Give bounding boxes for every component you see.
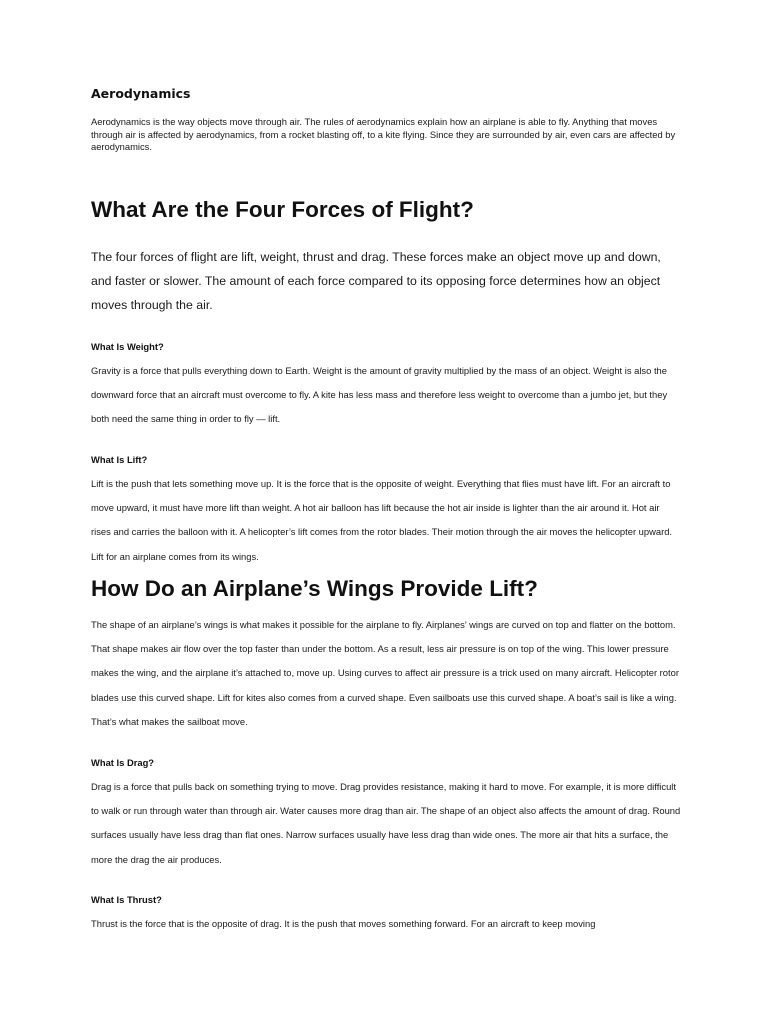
thrust-heading: What Is Thrust? <box>91 894 162 905</box>
lift-paragraph: Lift is the push that lets something move up. It is the force that is the opposite of weight. Everything that flies must have lift. For an aircraft to move upward, it must have more lift than weight. A hot air balloon has lift because the hot air inside is lighter than the air around it. Hot air rises and carries the balloon with it. A helicopter’s lift comes from the rotor blades. Their motion through the air moves the helicopter upward. Lift for an airplane comes from its wings. <box>91 478 673 562</box>
wings-paragraph: The shape of an airplane’s wings is what makes it possible for the airplane to fly. Airplanes’ wings are curved on top and flatter on the bottom. That shape makes air flow over the top faster than under the bottom. As a result, less air pressure is on top of the wing. This lower pressure makes the wing, and the airplane it’s attached to, move up. Using curves to affect air pressure is a trick used on many aircraft. Helicopter rotor blades use this curved shape. Lift for kites also comes from a curved shape. Even sailboats use this curved shape. A boat’s sail is like a wing. That’s what makes the sailboat move. <box>91 619 679 727</box>
drag-heading: What Is Drag? <box>91 757 155 768</box>
forces-paragraph: The four forces of flight are lift, weight, thrust and drag. These forces make an object move up and down, and faster or slower. The amount of each force compared to its opposing force determines how an object moves through the air. <box>91 250 661 313</box>
weight-heading: What Is Weight? <box>91 341 164 352</box>
wings-heading: How Do an Airplane’s Wings Provide Lift? <box>91 576 538 601</box>
forces-heading: What Are the Four Forces of Flight? <box>91 197 474 222</box>
intro-paragraph: Aerodynamics is the way objects move through air. The rules of aerodynamics explain how an airplane is able to fly. Anything that moves through air is affected by aerodynamics, from a rocket blasting off, to a kite flying. Since they are surrounded by air, even cars are affected by aerodynamics. <box>91 116 676 153</box>
lift-heading: What Is Lift? <box>91 454 148 465</box>
weight-paragraph: Gravity is a force that pulls everything down to Earth. Weight is the amount of gravity multiplied by the mass of an object. Weight is also the downward force that an aircraft must overcome to fly. A kite has less mass and therefore less weight to overcome than a jumbo jet, but they both need the same thing in order to fly — lift. <box>91 365 668 425</box>
document-title: Aerodynamics <box>91 86 191 101</box>
thrust-paragraph: Thrust is the force that is the opposite of drag. It is the push that moves something forward. For an aircraft to keep moving <box>91 918 596 929</box>
drag-paragraph: Drag is a force that pulls back on something trying to move. Drag provides resistance, making it hard to move. For example, it is more difficult to walk or run through water than through air. Water causes more drag than air. The shape of an object also affects the amount of drag. Round surfaces usually have less drag than flat ones. Narrow surfaces usually have less drag than wide ones. The more air that hits a surface, the more the drag the air produces. <box>91 781 681 865</box>
